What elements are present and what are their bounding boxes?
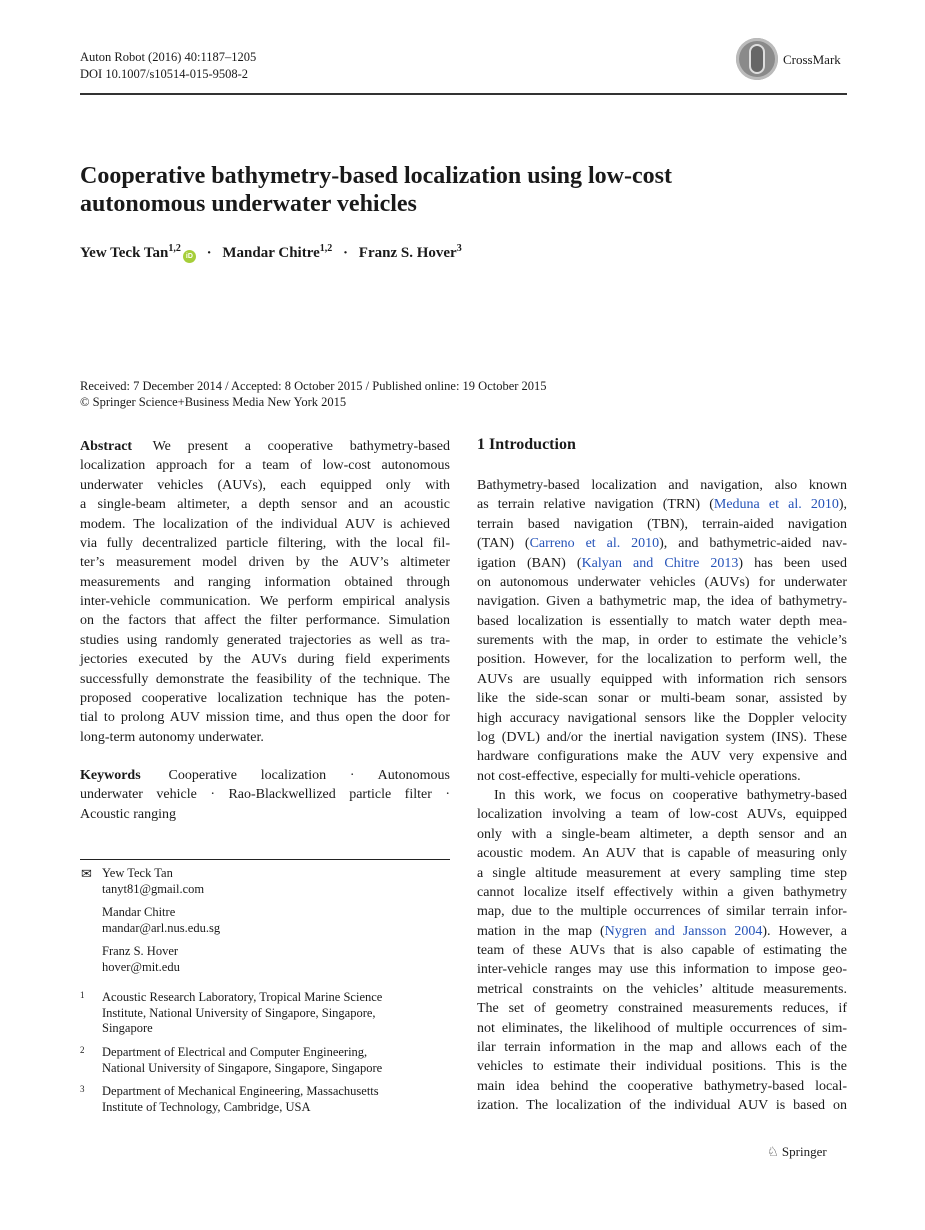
text-run: like the side-scan sonar or multi-beam sonar, assisted by [477, 691, 847, 707]
text-line [80, 534, 450, 553]
author-separator: · [206, 245, 212, 261]
affiliation [102, 1084, 432, 1115]
text-line [80, 573, 450, 592]
text-run: ), and bathymetric-aided nav- [659, 536, 848, 552]
text-run: map, due to the multiple occurrences of similar terrain infor- [477, 904, 847, 920]
text-run: not cost-effective, especially for multi-vehicle operations. [477, 768, 801, 784]
text-run: jectories executed by the AUVs during field experiments [80, 652, 450, 668]
text-line [477, 1077, 847, 1096]
paper-title [80, 162, 780, 218]
text-run: Acoustic ranging [80, 806, 177, 822]
email-icon: ✉ [81, 866, 92, 881]
text-line [477, 709, 847, 728]
affiliation [102, 1045, 432, 1076]
title-line: autonomous underwater vehicles [80, 191, 417, 217]
text-line [477, 592, 847, 611]
text-line [477, 922, 847, 941]
title-line: Cooperative bathymetry-based localization using low-cost [80, 163, 672, 189]
text-line [477, 960, 847, 979]
text-run: team of these AUVs that is also capable of estimating the [477, 943, 847, 958]
affiliation [102, 990, 432, 1037]
text-line [80, 437, 450, 456]
text-line [477, 767, 847, 786]
text-run: on the factors that affect the filter performance. Simulation [80, 613, 450, 629]
text-line [477, 844, 847, 863]
text-run: proposed cooperative localization technique has the poten- [80, 690, 450, 706]
text-line [80, 650, 450, 669]
text-line [477, 728, 847, 747]
text-run: ), [838, 497, 847, 513]
abstract [80, 437, 450, 747]
text-run: only with a single-beam altimeter, a depth sensor and an [477, 826, 847, 842]
text-run: not eliminates, the likelihood of multiple occurrences of sim- [477, 1020, 847, 1036]
text-line [477, 980, 847, 999]
affiliation-line: Institute, National University of Singapore, Singapore, [102, 1005, 376, 1020]
run-in-heading: Keywords [80, 768, 141, 783]
text-run: localization approach for a team of low-cost autonomous [80, 458, 450, 474]
text-line [80, 592, 450, 611]
contact-name: Yew Teck Tan [102, 866, 173, 880]
text-line [477, 554, 847, 573]
text-run: modem. The localization of the individual AUV is achieved [80, 516, 450, 532]
springer-horse-icon: ♘ [767, 1144, 779, 1159]
text-run: underwater vehicle · Rao-Blackwellized particle filter · [80, 787, 450, 803]
text-run: mation in the map ( [477, 923, 605, 939]
text-line [80, 611, 450, 630]
text-line [477, 573, 847, 592]
text-line [80, 515, 450, 534]
author-list [80, 243, 462, 263]
running-header [80, 49, 256, 83]
text-run: on autonomous underwater vehicles (AUVs) for underwater [477, 574, 847, 590]
text-run: based localization is essentially to match water depth mea- [477, 613, 847, 629]
text-line [80, 553, 450, 572]
text-run: as terrain relative navigation (TRN) ( [477, 497, 714, 513]
text-line [80, 631, 450, 650]
text-run: studies using randomly generated trajectories as well as tra- [80, 632, 450, 648]
text-run: (TAN) ( [477, 536, 530, 552]
doi[interactable]: DOI 10.1007/s10514-015-9508-2 [80, 67, 249, 81]
text-line [80, 766, 450, 785]
text-line [477, 612, 847, 631]
affiliation-line: Department of Electrical and Computer Engineering, [102, 1045, 368, 1059]
text-line [477, 495, 847, 514]
text-run: ization. The localization of the individual AUV is based on [477, 1098, 847, 1113]
affiliation-line: Institute of Technology, Cambridge, USA [102, 1099, 311, 1114]
text-line [80, 785, 450, 804]
text-run: Cooperative localization · Autonomous [144, 768, 450, 783]
introduction-body [477, 476, 847, 1115]
text-run: a single-beam altimeter, a depth sensor and an acoustic [80, 497, 450, 513]
author-separator: · [343, 245, 349, 261]
contact-email[interactable]: mandar@arl.nus.edu.sg [102, 920, 221, 935]
text-run: high accuracy navigational sensors like the Doppler velocity [477, 710, 847, 726]
citation-link[interactable]: Nygren and Jansson 2004 [604, 923, 763, 939]
crossmark-icon[interactable] [736, 38, 778, 80]
dates: Received: 7 December 2014 / Accepted: 8 October 2015 / Published online: 19 October 2015 [80, 379, 547, 393]
text-run: underwater vehicles (AUVs), each equipped only with [80, 477, 450, 493]
text-run: metrical constraints on the vehicles’ altitude measurements. [477, 981, 847, 997]
text-line [80, 805, 450, 824]
contact-email[interactable]: hover@mit.edu [102, 959, 180, 974]
citation-link[interactable]: Meduna et al. 2010 [713, 497, 839, 513]
text-run: igation (BAN) ( [477, 555, 582, 571]
text-line [80, 728, 450, 747]
text-run: inter-vehicle ranges may use this information to impose geo- [477, 962, 847, 978]
text-run: vehicles to estimate their individual positions. This is the [477, 1059, 847, 1075]
publisher-name: Springer [781, 1144, 827, 1159]
text-run: main idea behind the cooperative bathymetry-based local- [477, 1078, 847, 1094]
text-run: We present a cooperative bathymetry-based [136, 439, 450, 454]
publication-history [80, 378, 547, 410]
text-line [477, 747, 847, 766]
text-line [477, 650, 847, 669]
contact [102, 866, 432, 897]
text-run: ilar terrain information in the map and allows each of the [477, 1039, 847, 1055]
citation-link[interactable]: Carreno et al. 2010 [529, 536, 660, 552]
contact-email[interactable]: tanyt81@gmail.com [102, 881, 205, 896]
footnote-rule [80, 859, 450, 860]
text-run: hardware configurations make the AUV very expensive and [477, 749, 847, 765]
text-run: surements with the map, in order to estimate the vehicle’s [477, 633, 847, 648]
author-affiliation: 1,2 [168, 243, 181, 254]
author-affiliation: 3 [456, 243, 462, 254]
affiliation-line: Singapore [102, 1021, 153, 1036]
text-run: inter-vehicle communication. We perform empirical analysis [80, 594, 450, 609]
text-line [477, 941, 847, 960]
contact [102, 905, 432, 936]
run-in-heading: Abstract [80, 439, 133, 454]
contact-name: Mandar Chitre [102, 905, 176, 919]
header-rule [80, 93, 847, 95]
contact-name: Franz S. Hover [102, 944, 179, 958]
affiliation-line: Acoustic Research Laboratory, Tropical Marine Science [102, 990, 383, 1004]
contact [102, 944, 432, 975]
text-line [80, 456, 450, 475]
crossmark-label[interactable]: CrossMark [783, 52, 841, 67]
text-line [477, 1057, 847, 1076]
orcid-icon[interactable]: iD [183, 250, 196, 263]
text-run: ). However, a [762, 923, 847, 939]
journal-citation: Auton Robot (2016) 40:1187–1205 [80, 50, 257, 64]
text-run: Bathymetry-based localization and navigation, also known [477, 478, 847, 493]
text-line [80, 689, 450, 708]
text-run: The set of geometry constrained measurements reduces, if [477, 1001, 847, 1017]
text-run: successfully demonstrate the feasibility of the technique. The [80, 671, 450, 687]
author-name: Franz S. Hover [358, 245, 457, 261]
affiliation-number: 3 [80, 1084, 85, 1094]
text-run: ter’s measurement model driven by the AUV’s altimeter [80, 555, 450, 571]
text-line [477, 1096, 847, 1115]
text-line [477, 805, 847, 824]
text-run: log (DVL) and/or the inertial navigation system (INS). These [477, 729, 847, 745]
section-heading: 1 Introduction [477, 436, 576, 453]
text-line [477, 1019, 847, 1038]
affiliation-line: Department of Mechanical Engineering, Massachusetts [102, 1084, 379, 1098]
text-run: cannot localize itself effectively within a given bathymetry [477, 884, 847, 900]
text-line [477, 786, 847, 805]
text-run: a single altitude measurement at every sampling time step [477, 865, 847, 881]
text-line [80, 476, 450, 495]
text-line [477, 902, 847, 921]
text-line [477, 476, 847, 495]
keywords [80, 766, 450, 824]
text-run: AUVs are usually equipped with information rich sensors [477, 671, 847, 687]
text-line [80, 495, 450, 514]
text-run: via fully decentralized particle filtering, with the local fil- [80, 535, 450, 551]
text-run: measurements and ranging information obtained through [80, 574, 450, 590]
copyright: © Springer Science+Business Media New York 2015 [80, 395, 347, 409]
text-line [477, 670, 847, 689]
citation-link[interactable]: Kalyan and Chitre 2013 [581, 555, 739, 571]
text-run: navigation. Given a bathymetric map, the idea of bathymetry- [477, 594, 847, 610]
text-line [477, 689, 847, 708]
text-line [80, 708, 450, 727]
affiliation-line: National University of Singapore, Singapore, Singapore [102, 1060, 383, 1075]
text-line [477, 515, 847, 534]
text-line [477, 864, 847, 883]
text-line [477, 883, 847, 902]
text-line [477, 631, 847, 650]
text-line [477, 534, 847, 553]
affiliation-number: 1 [80, 990, 85, 1000]
text-line [477, 999, 847, 1018]
text-line [80, 670, 450, 689]
text-run: long-term autonomy underwater. [80, 729, 264, 745]
text-run: In this work, we focus on cooperative bathymetry-based [494, 788, 847, 803]
author-affiliation: 1,2 [319, 243, 333, 254]
text-line [477, 1038, 847, 1057]
author-name: Mandar Chitre [222, 245, 320, 261]
affiliation-number: 2 [80, 1045, 85, 1055]
author-name: Yew Teck Tan [80, 245, 169, 261]
text-run: position. However, for the localization to perform well, the [477, 652, 847, 668]
text-run: acoustic modem. An AUV that is capable of measuring only [477, 846, 847, 862]
text-run: terrain based navigation (TBN), terrain-aided navigation [477, 516, 847, 532]
text-run: ) has been used [738, 555, 847, 571]
publisher-logo [767, 1144, 827, 1160]
text-run: tial to prolong AUV mission time, and thus open the door for [80, 710, 450, 726]
text-run: localization involving a team of low-cost AUVs, equipped [477, 807, 847, 823]
text-line [477, 825, 847, 844]
